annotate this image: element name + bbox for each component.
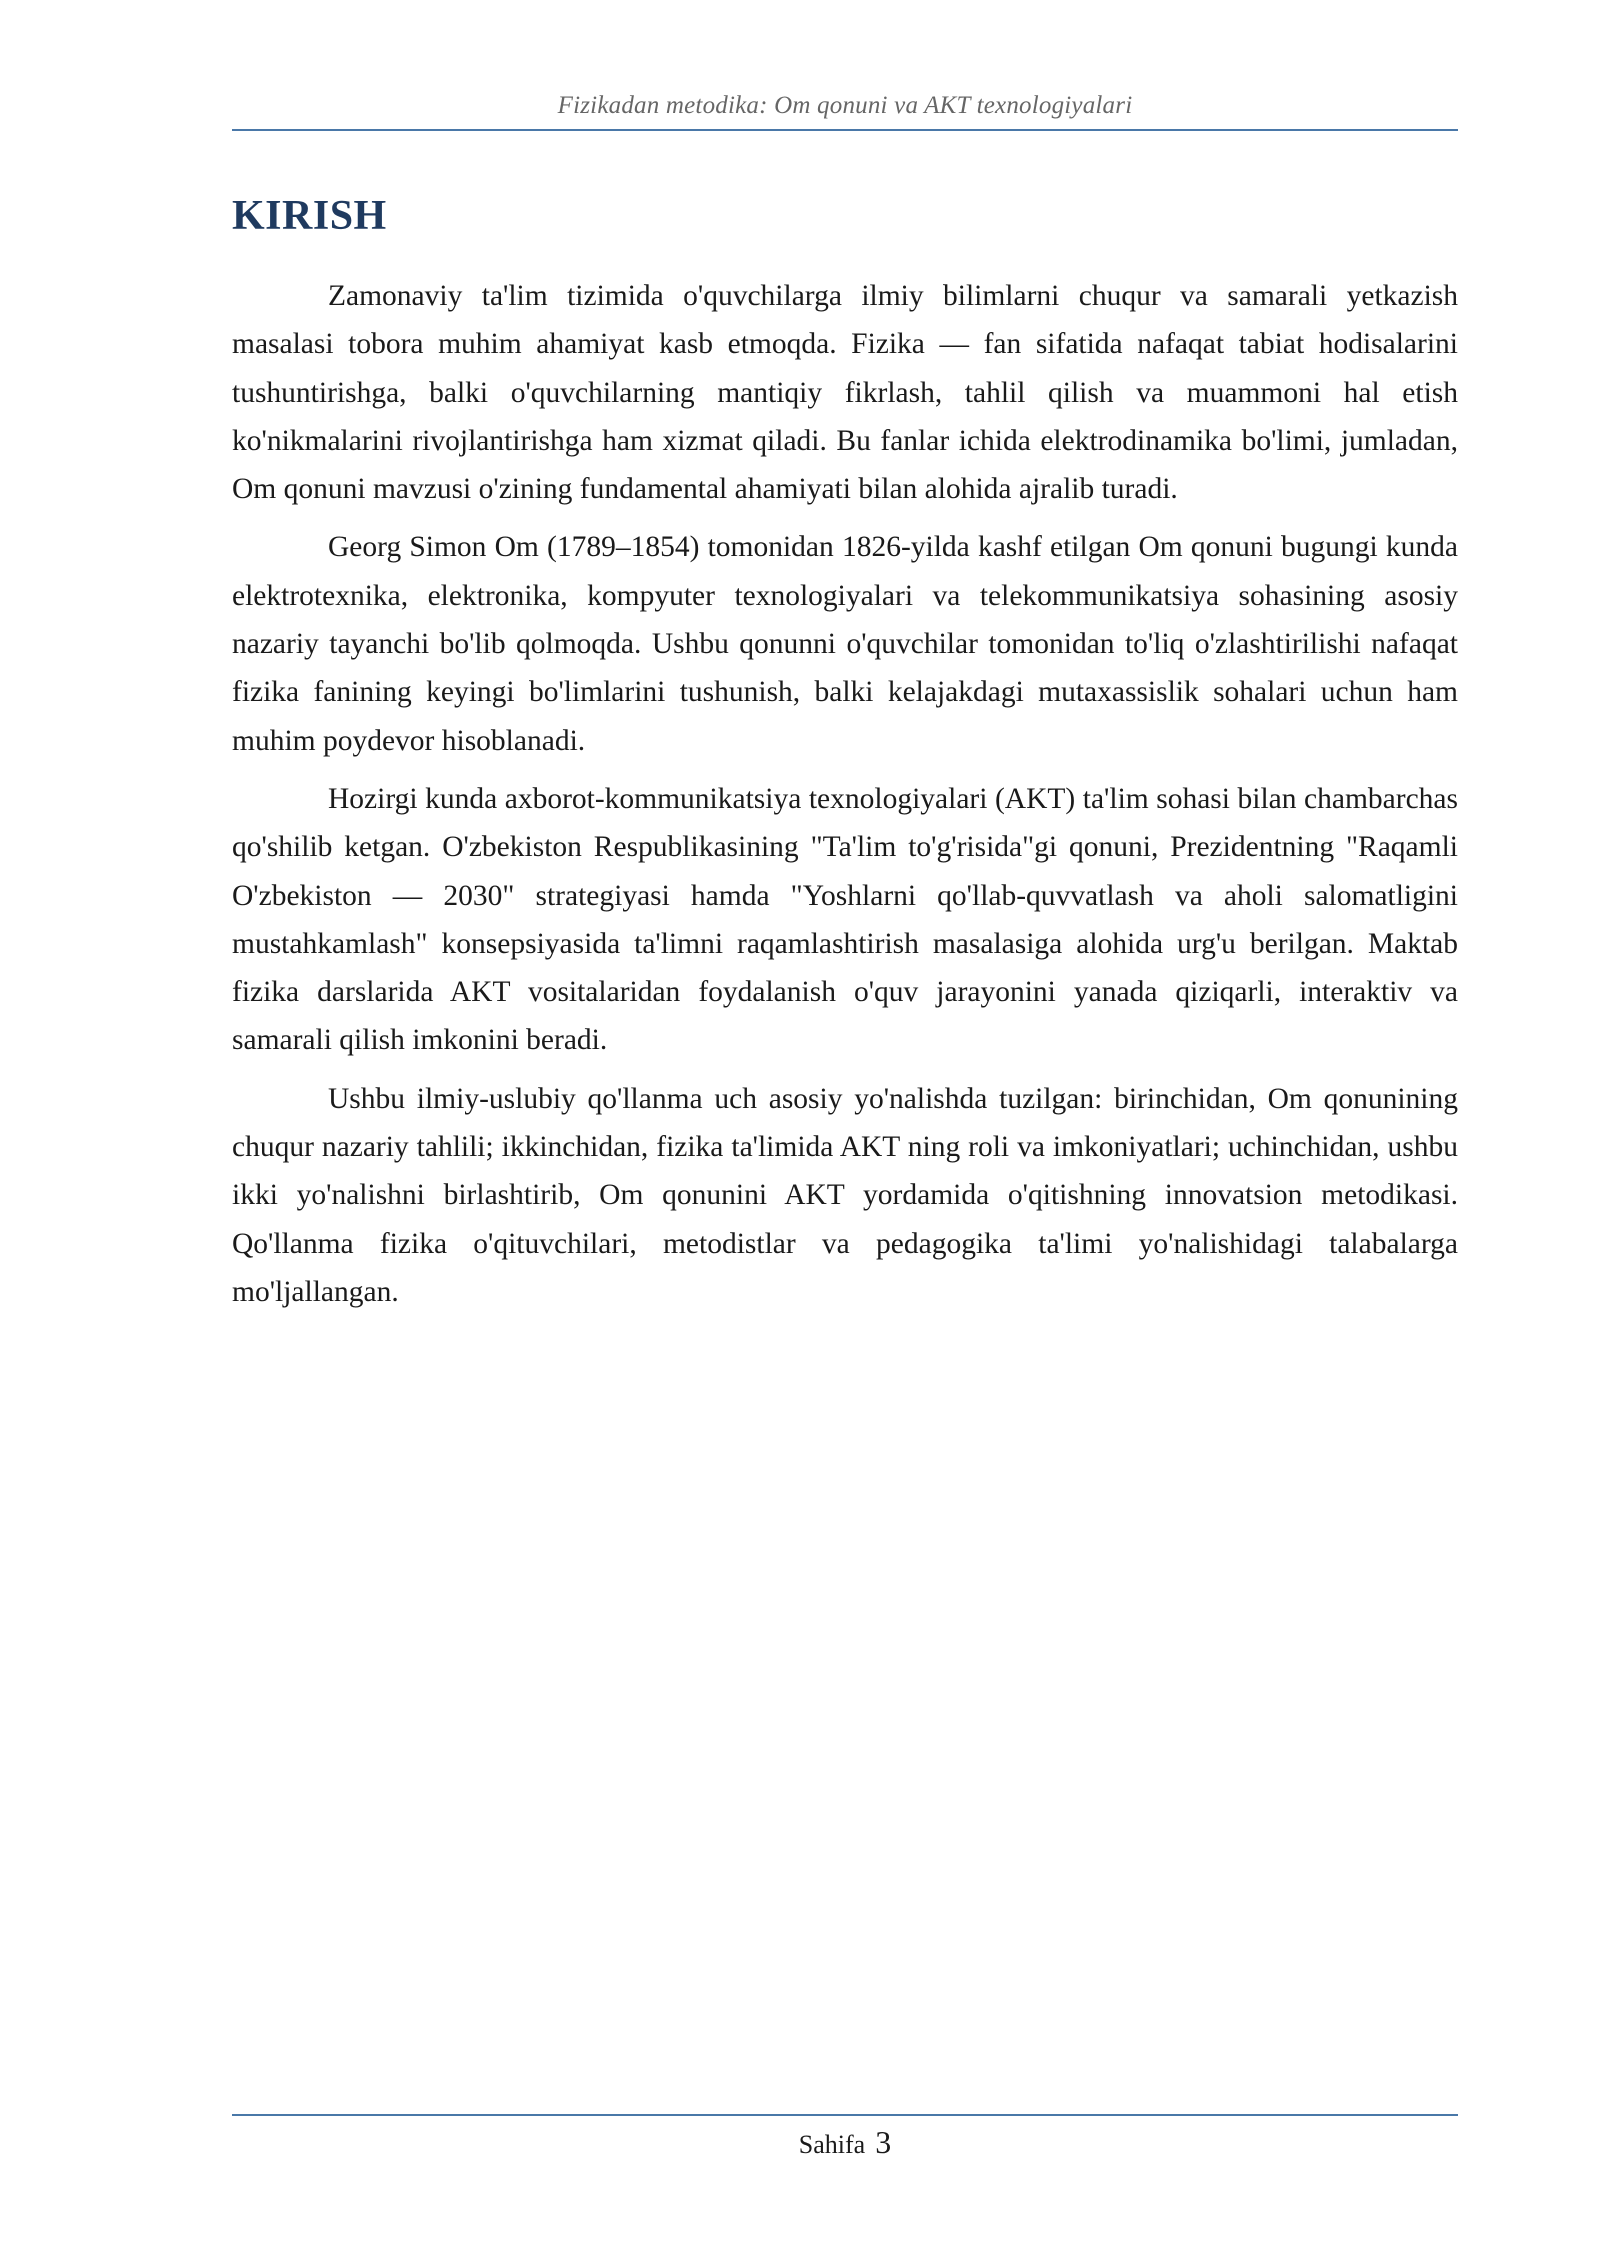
running-header: Fizikadan metodika: Om qonuni va AKT texnologiyalari: [557, 92, 1133, 119]
page-footer: [232, 2124, 1458, 2161]
paragraph-4: Ushbu ilmiy-uslubiy qo'llanma uch asosiy yo'nalishda tuzilgan: birinchidan, Om qonunining chuqur nazariy tahlili; ikkinchidan, fizika ta'limida AKT ning roli va imkoniyatlari; uchinchidan, ushbu ikki yo'nalishni birlashtirib, Om qonunini AKT yordamida o'qitishning innovatsion metodikasi. Qo'llanma fizika o'qituvchilari, metodistlar va pedagogika ta'limi yo'nalishidagi talabalarga mo'ljallangan.: [232, 1082, 1458, 1308]
section-body: [232, 272, 1458, 1326]
header-divider: [232, 129, 1458, 131]
page-number: 3: [875, 2124, 892, 2160]
paragraph-2: Georg Simon Om (1789–1854) tomonidan 1826-yilda kashf etilgan Om qonuni bugungi kunda elektrotexnika, elektronika, kompyuter texnologiyalari va telekommunikatsiya sohasining asosiy nazariy tayanchi bo'lib qolmoqda. Ushbu qonunni o'quvchilar tomonidan to'liq o'zlashtirilishi nafaqat fizika fanining keyingi bo'limlarini tushunish, balki kelajakdagi mutaxassislik sohalari uchun ham muhim poydevor hisoblanadi.: [232, 531, 1458, 757]
footer-divider: [232, 2114, 1458, 2116]
section-title: KIRISH: [232, 193, 387, 239]
paragraph-3: Hozirgi kunda axborot-kommunikatsiya texnologiyalari (AKT) ta'lim sohasi bilan chambarchas qo'shilib ketgan. O'zbekiston Respublikasining "Ta'lim to'g'risida"gi qonuni, Prezidentning "Raqamli O'zbekiston — 2030" strategiyasi hamda "Yoshlarni qo'llab-quvvatlash va aholi salomatligini mustahkamlash" konsepsiyasida ta'limni raqamlashtirish masalasiga alohida urg'u berilgan. Maktab fizika darslarida AKT vositalaridan foydalanish o'quv jarayonini yanada qiziqarli, interaktiv va samarali qilish imkonini beradi.: [232, 782, 1458, 1057]
paragraph-1: Zamonaviy ta'lim tizimida o'quvchilarga ilmiy bilimlarni chuqur va samarali yetkazish masalasi tobora muhim ahamiyat kasb etmoqda. Fizika — fan sifatida nafaqat tabiat hodisalarini tushuntirishga, balki o'quvchilarning mantiqiy fikrlash, tahlil qilish va muammoni hal etish ko'nikmalarini rivojlantirishga ham xizmat qiladi. Bu fanlar ichida elektrodinamika bo'limi, jumladan, Om qonuni mavzusi o'zining fundamental ahamiyati bilan alohida ajralib turadi.: [232, 280, 1458, 506]
page-label: Sahifa: [798, 2130, 866, 2159]
